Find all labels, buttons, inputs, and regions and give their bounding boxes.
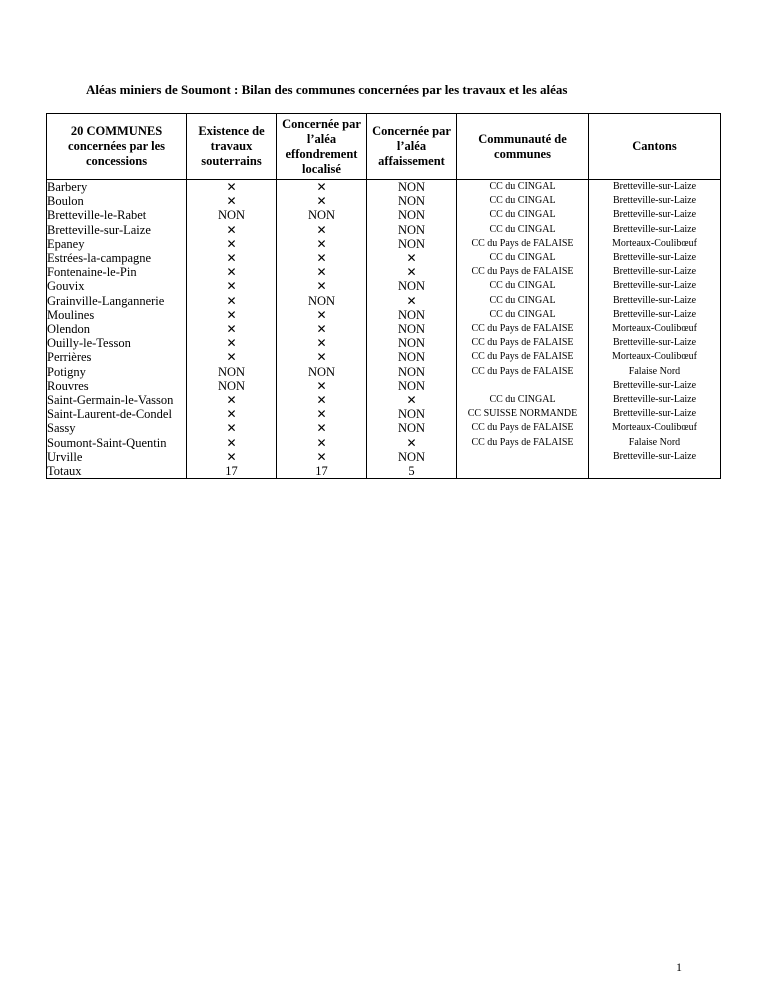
table-row [47,308,721,322]
cross-icon: ✕ [226,279,237,294]
affaissement-cell: NON [367,180,457,195]
cross-icon: ✕ [316,449,327,464]
effondrement-cell [277,350,367,364]
cross-icon: ✕ [316,180,327,194]
commune-cell: Bretteville-le-Rabet [47,208,187,222]
cross-icon: ✕ [316,378,327,393]
cross-icon: ✕ [406,393,417,408]
cross-icon: ✕ [316,236,327,251]
affaissement-cell [367,393,457,407]
travaux-cell: 17 [187,464,277,479]
communaute-cell [457,464,589,479]
table-body [47,180,721,479]
cross-icon: ✕ [316,421,327,436]
table-row [47,421,721,435]
affaissement-cell: NON [367,279,457,293]
table-row [47,237,721,251]
communaute-cell [457,450,589,464]
communaute-cell: CC du Pays de FALAISE [457,421,589,435]
effondrement-cell [277,194,367,208]
cross-icon: ✕ [226,251,237,266]
commune-cell: Saint-Laurent-de-Condel [47,407,187,421]
table-row [47,464,721,479]
canton-cell: Falaise Nord [589,365,721,379]
travaux-cell [187,450,277,464]
table-row [47,407,721,421]
travaux-cell [187,336,277,350]
travaux-cell [187,322,277,336]
table-header-row [47,114,721,180]
table-row [47,436,721,450]
commune-cell: Potigny [47,365,187,379]
communaute-cell: CC du CINGAL [457,223,589,237]
affaissement-cell: NON [367,450,457,464]
communaute-cell: CC du CINGAL [457,180,589,195]
header-communaute: Communauté de communes [457,114,589,180]
travaux-cell [187,407,277,421]
canton-cell: Morteaux-Coulibœuf [589,350,721,364]
cross-icon: ✕ [316,279,327,294]
travaux-cell [187,436,277,450]
affaissement-cell: NON [367,365,457,379]
canton-cell [589,464,721,479]
cross-icon: ✕ [406,265,417,280]
cross-icon: ✕ [316,251,327,266]
canton-cell: Morteaux-Coulibœuf [589,322,721,336]
effondrement-cell [277,223,367,237]
effondrement-cell [277,436,367,450]
table-row [47,251,721,265]
communaute-cell: CC du CINGAL [457,294,589,308]
cross-icon: ✕ [316,194,327,209]
travaux-cell [187,393,277,407]
cross-icon: ✕ [316,350,327,365]
canton-cell: Falaise Nord [589,436,721,450]
cross-icon: ✕ [406,293,417,308]
table-row [47,223,721,237]
commune-cell: Urville [47,450,187,464]
table-row [47,393,721,407]
communaute-cell: CC du Pays de FALAISE [457,350,589,364]
communaute-cell: CC du Pays de FALAISE [457,265,589,279]
effondrement-cell [277,180,367,195]
affaissement-cell: NON [367,223,457,237]
cross-icon: ✕ [226,293,237,308]
affaissement-cell: NON [367,336,457,350]
commune-cell: Grainville-Langannerie [47,294,187,308]
cross-icon: ✕ [316,222,327,237]
commune-cell: Moulines [47,308,187,322]
table-row [47,194,721,208]
travaux-cell [187,237,277,251]
cross-icon: ✕ [226,336,237,351]
cross-icon: ✕ [316,435,327,450]
commune-cell: Barbery [47,180,187,195]
cross-icon: ✕ [406,251,417,266]
effondrement-cell: NON [277,365,367,379]
canton-cell: Bretteville-sur-Laize [589,407,721,421]
table-row [47,350,721,364]
effondrement-cell [277,407,367,421]
commune-cell: Gouvix [47,279,187,293]
cross-icon: ✕ [226,449,237,464]
canton-cell: Bretteville-sur-Laize [589,279,721,293]
effondrement-cell: 17 [277,464,367,479]
page-title: Aléas miniers de Soumont : Bilan des communes concernées par les travaux et les aléas [86,82,568,97]
canton-cell: Bretteville-sur-Laize [589,251,721,265]
communes-table [46,113,721,479]
cross-icon: ✕ [316,336,327,351]
effondrement-cell [277,393,367,407]
canton-cell: Morteaux-Coulibœuf [589,421,721,435]
affaissement-cell: NON [367,379,457,393]
header-effondrement: Concernée par l’aléa effondrement localisé [277,114,367,180]
travaux-cell [187,350,277,364]
canton-cell: Bretteville-sur-Laize [589,450,721,464]
header-cantons: Cantons [589,114,721,180]
header-travaux: Existence de travaux souterrains [187,114,277,180]
communaute-cell: CC du CINGAL [457,279,589,293]
canton-cell: Bretteville-sur-Laize [589,194,721,208]
cross-icon: ✕ [226,435,237,450]
communaute-cell [457,379,589,393]
commune-cell: Estrées-la-campagne [47,251,187,265]
travaux-cell: NON [187,365,277,379]
travaux-cell [187,251,277,265]
affaissement-cell: NON [367,194,457,208]
table-row [47,379,721,393]
effondrement-cell [277,450,367,464]
table-row [47,294,721,308]
cross-icon: ✕ [226,222,237,237]
cross-icon: ✕ [226,407,237,422]
affaissement-cell [367,251,457,265]
commune-cell: Perrières [47,350,187,364]
travaux-cell [187,421,277,435]
travaux-cell [187,265,277,279]
cross-icon: ✕ [226,421,237,436]
cross-icon: ✕ [406,435,417,450]
cross-icon: ✕ [316,322,327,337]
affaissement-cell: NON [367,208,457,222]
table-row [47,279,721,293]
communaute-cell: CC du Pays de FALAISE [457,322,589,336]
commune-cell: Bretteville-sur-Laize [47,223,187,237]
table-row [47,322,721,336]
table-row [47,208,721,222]
effondrement-cell [277,279,367,293]
affaissement-cell [367,436,457,450]
affaissement-cell [367,265,457,279]
travaux-cell [187,180,277,195]
cross-icon: ✕ [316,393,327,408]
affaissement-cell [367,294,457,308]
canton-cell: Bretteville-sur-Laize [589,308,721,322]
canton-cell: Bretteville-sur-Laize [589,265,721,279]
affaissement-cell: NON [367,237,457,251]
canton-cell: Bretteville-sur-Laize [589,208,721,222]
commune-cell: Saint-Germain-le-Vasson [47,393,187,407]
commune-cell: Fontenaine-le-Pin [47,265,187,279]
communaute-cell: CC du Pays de FALAISE [457,336,589,350]
affaissement-cell: NON [367,308,457,322]
travaux-cell [187,279,277,293]
cross-icon: ✕ [226,265,237,280]
table-row [47,450,721,464]
effondrement-cell [277,379,367,393]
cross-icon: ✕ [226,393,237,408]
communaute-cell: CC SUISSE NORMANDE [457,407,589,421]
effondrement-cell: NON [277,294,367,308]
travaux-cell [187,194,277,208]
commune-cell: Sassy [47,421,187,435]
cross-icon: ✕ [316,265,327,280]
table-row [47,365,721,379]
effondrement-cell [277,265,367,279]
cross-icon: ✕ [226,180,237,194]
cross-icon: ✕ [316,407,327,422]
cross-icon: ✕ [226,350,237,365]
affaissement-cell: 5 [367,464,457,479]
cross-icon: ✕ [226,236,237,251]
cross-icon: ✕ [316,307,327,322]
communaute-cell: CC du Pays de FALAISE [457,436,589,450]
communaute-cell: CC du CINGAL [457,251,589,265]
table-row [47,336,721,350]
canton-cell: Bretteville-sur-Laize [589,379,721,393]
affaissement-cell: NON [367,350,457,364]
affaissement-cell: NON [367,322,457,336]
canton-cell: Bretteville-sur-Laize [589,180,721,195]
effondrement-cell: NON [277,208,367,222]
canton-cell: Bretteville-sur-Laize [589,336,721,350]
commune-cell: Boulon [47,194,187,208]
canton-cell: Bretteville-sur-Laize [589,223,721,237]
commune-cell: Olendon [47,322,187,336]
travaux-cell: NON [187,379,277,393]
cross-icon: ✕ [226,322,237,337]
affaissement-cell: NON [367,421,457,435]
page-number: 1 [676,960,682,974]
effondrement-cell [277,322,367,336]
commune-cell: Rouvres [47,379,187,393]
communaute-cell: CC du CINGAL [457,393,589,407]
travaux-cell [187,223,277,237]
travaux-cell [187,308,277,322]
communaute-cell: CC du Pays de FALAISE [457,237,589,251]
travaux-cell: NON [187,208,277,222]
commune-cell: Soumont-Saint-Quentin [47,436,187,450]
effondrement-cell [277,336,367,350]
cross-icon: ✕ [226,194,237,209]
effondrement-cell [277,237,367,251]
commune-cell: Ouilly-le-Tesson [47,336,187,350]
table-row [47,180,721,195]
canton-cell: Morteaux-Coulibœuf [589,237,721,251]
canton-cell: Bretteville-sur-Laize [589,294,721,308]
communaute-cell: CC du CINGAL [457,194,589,208]
affaissement-cell: NON [367,407,457,421]
cross-icon: ✕ [226,307,237,322]
header-commune: 20 COMMUNES concernées par les concessions [47,114,187,180]
communaute-cell: CC du CINGAL [457,208,589,222]
canton-cell: Bretteville-sur-Laize [589,393,721,407]
commune-cell: Totaux [47,464,187,479]
effondrement-cell [277,308,367,322]
table-row [47,265,721,279]
header-affaissement: Concernée par l’aléa affaissement [367,114,457,180]
effondrement-cell [277,421,367,435]
effondrement-cell [277,251,367,265]
travaux-cell [187,294,277,308]
communaute-cell: CC du Pays de FALAISE [457,365,589,379]
commune-cell: Epaney [47,237,187,251]
communaute-cell: CC du CINGAL [457,308,589,322]
